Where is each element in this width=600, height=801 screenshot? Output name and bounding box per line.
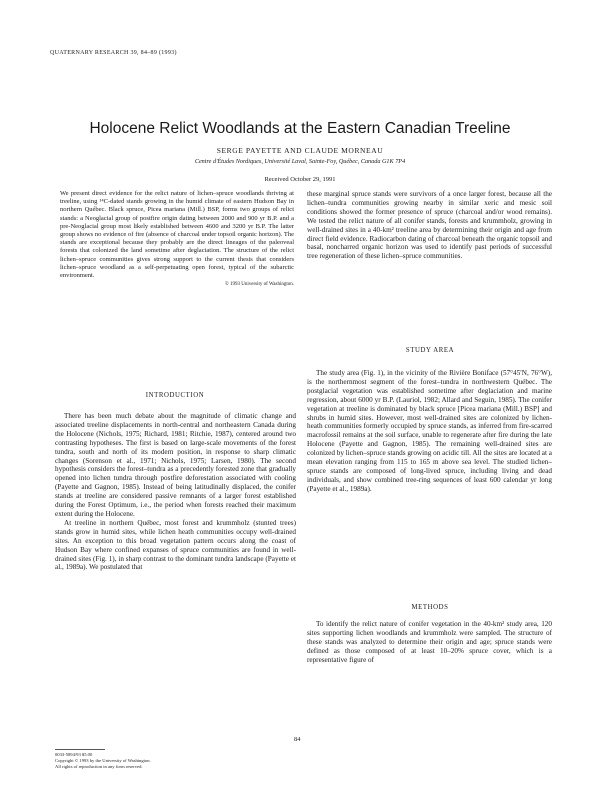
right-intro-text: these marginal spruce stands were survivors of a once larger forest, because all the lichen–tundra communities growing nearby in similar xeric and mesic soil conditions showed the former presence of spruce (charcoal and/or wood remains). We tested the relict nature of all conifer stands, forests and krummholz, growing in well-drained sites in a 40-km² treeline area by determining their origin and age from direct field evidence. Radiocarbon dating of charcoal beneath the organic topsoil and basal, noncharred organic horizon was used to identify past periods of successful tree regeneration of these lichen–spruce communities.: [307, 190, 552, 261]
page-number: 84: [294, 736, 301, 743]
footer-line: 0033-5894/93 $5.00: [55, 752, 93, 757]
heading-introduction: INTRODUCTION: [145, 392, 205, 399]
footer-notice: [55, 752, 151, 770]
methods-section: [307, 620, 552, 665]
intro-paragraph-1: There has been much debate about the magnitude of climatic change and associated treeline displacements in north-central and northeastern Canada during the Holocene (Nichols, 1975; Richard, 1981; Ritchie, 1987), centered around two contrasting hypotheses. The first is based on large-scale movements of the forest tundra, south and north of its modern position, in response to sharp climatic changes (Sorenson et al., 1971; Nichols, 1975; Larsen, 1980). The second hypothesis considers the forest–tundra as a precedently forested zone that gradually opened into lichen tundra through postfire deforestation associated with cooling (Payette and Gagnon, 1985). Instead of being latitudinally displaced, the conifer stands at treeline are considered passive remnants of a larger forest established during the Forest Optimum, i.e., the period when forests reached their maximum extent during the Holocene.: [55, 412, 296, 518]
right-column-intro: [307, 190, 552, 261]
study-area-section: [307, 369, 552, 494]
heading-study-area: STUDY AREA: [405, 347, 455, 354]
abstract-text: We present direct evidence for the relict nature of lichen–spruce woodlands thriving at treeline, using ¹⁴C-dated stands growing in the humid climate of eastern Hudson Bay in northern Québec. Black spruce, Picea mariana (Mill.) BSP, forms two groups of relict stands: a Neoglacial group of postfire origin dating between 2000 and 900 yr B.P. and a pre-Neoglacial group most likely established between 4600 and 3200 yr B.P. The latter group shows no evidence of fire (absence of charcoal under topsoil organic horizon). The stands are exceptional because they probably are the direct lineages of the paleoveal forests that colonized the land sometime after deglaciation. The structure of the relict lichen–spruce communities gives strong support to the current thesis that considers lichen–spruce woodland as a self-perpetuating open forest, typical of the subarctic environment.: [60, 190, 294, 280]
abstract: [60, 190, 294, 289]
authors: SERGE PAYETTE AND CLAUDE MORNEAU: [216, 146, 384, 155]
heading-methods: METHODS: [411, 604, 449, 611]
intro-paragraph-2: At treeline in northern Québec, most forest and krummholz (stunted trees) stands grow in humid sites, while lichen heath communities occupy well-drained sites. An exception to this broad vegetation pattern occurs along the coast of Hudson Bay where confined expanses of spruce communities are found in well-drained sites (Fig. 1), in sharp contrast to the dominant tundra landscape (Payette et al., 1989a). We postulated that: [55, 518, 296, 572]
study-area-text: The study area (Fig. 1), in the vicinity of the Rivière Boniface (57°45′N, 76°W), is the northernmost segment of the forest–tundra in northwestern Québec. The postglacial vegetation was established sometime after deglaciation and marine regression, about 6000 yr B.P. (Lauriol, 1982; Allard and Seguin, 1985). The conifer vegetation at treeline is dominated by black spruce [Picea mariana (Mill.) BSP] and shrubs in humid sites. However, most well-drained sites are colonized by lichen-heath communities formerly occupied by spruce stands, as inferred from fire-scarred macrofossil remains at the soil surface, unable to regenerate after fire during the late Holocene (Payette and Gagnon, 1985). The remaining well-drained sites are colonized by lichen–spruce stands growing on acidic till. All the sites are located at a mean elevation ranging from 115 to 165 m above sea level. The studied lichen–spruce stands are composed of long-lived spruce, including living and dead individuals, and show combined tree-ring sequences of least 600 calendar yr long (Payette et al., 1989a).: [307, 369, 552, 493]
abstract-copyright: © 1993 University of Washington.: [225, 282, 294, 288]
affiliation: Centre d'Études Nordiques, Université Laval, Sainte-Foy, Québec, Canada G1K 7P4: [194, 158, 406, 165]
footer-line: Copyright © 1993 by the University of Washington.: [55, 758, 151, 763]
footer-rule: [55, 749, 105, 750]
footer-line: All rights of reproduction in any form reserved.: [55, 764, 143, 769]
paper-title: Holocene Relict Woodlands at the Eastern Canadian Treeline: [89, 120, 511, 137]
introduction-section: [55, 412, 296, 572]
methods-text: To identify the relict nature of conifer vegetation in the 40-km² study area, 120 sites supporting lichen woodlands and krummholz were sampled. The structure of these stands was analyzed to determine their origin and age; spruce stands were defined as those composed of at least 10–20% spruce cover, which is a representative figure of: [307, 620, 552, 664]
journal-citation: QUATERNARY RESEARCH 39, 84–89 (1993): [50, 50, 177, 56]
received-date: Received October 29, 1991: [264, 176, 336, 183]
